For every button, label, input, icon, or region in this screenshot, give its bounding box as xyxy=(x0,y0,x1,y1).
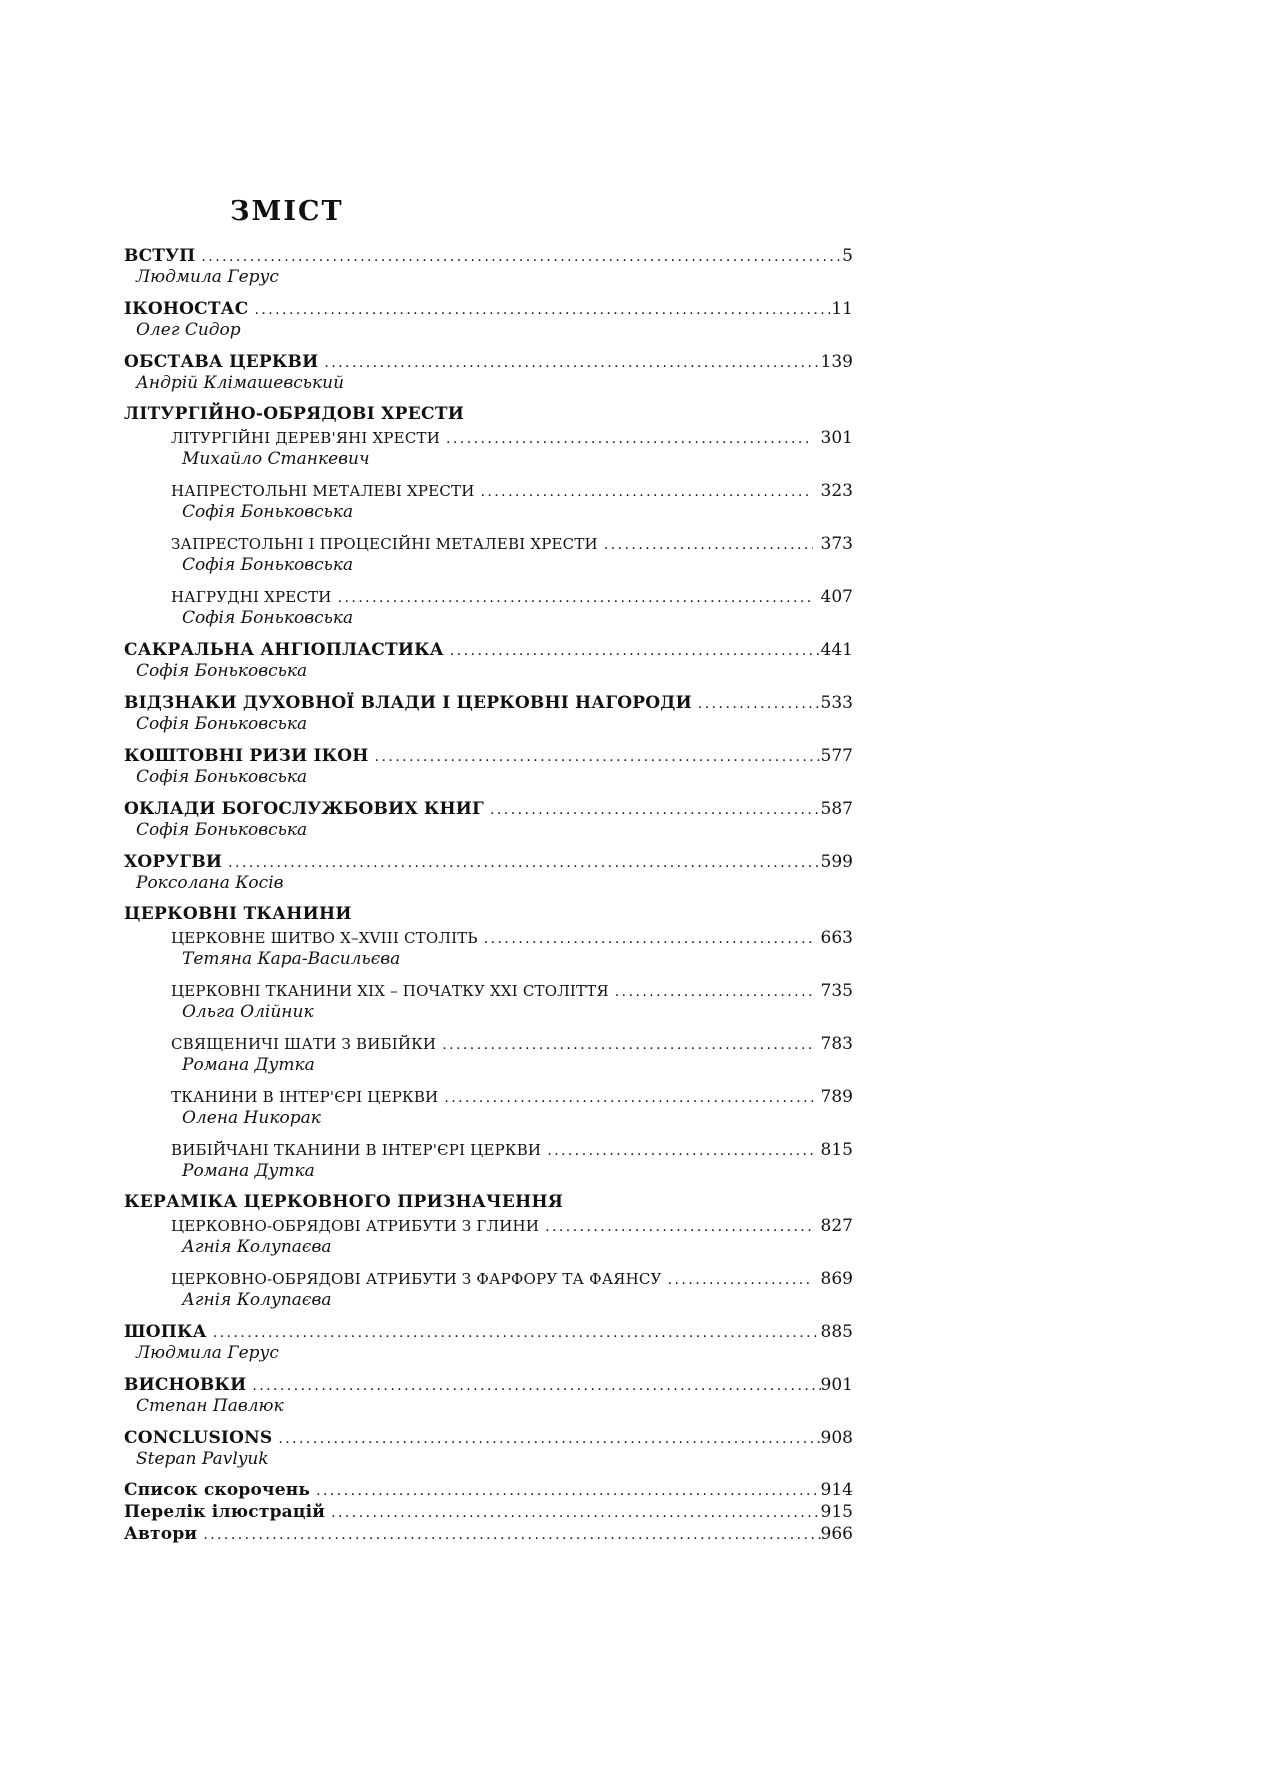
entry-title: НАПРЕСТОЛЬНІ МЕТАЛЕВІ ХРЕСТИ xyxy=(171,482,475,500)
toc-entry[interactable] xyxy=(124,479,853,502)
dot-leader xyxy=(692,691,821,716)
toc-entry[interactable] xyxy=(124,426,853,449)
spacer xyxy=(124,1078,853,1085)
page-number: 789 xyxy=(820,1087,853,1107)
dot-leader xyxy=(207,1320,821,1345)
entry-title: ВІДЗНАКИ ДУХОВНОЇ ВЛАДИ І ЦЕРКОВНІ НАГОРОДИ xyxy=(124,693,692,713)
entry-title: ЦЕРКОВНІ ТКАНИНИ XIX – ПОЧАТКУ XXI СТОЛІТТЯ xyxy=(171,982,609,1000)
page-number: 533 xyxy=(820,693,853,713)
entry-title: ТКАНИНИ В ІНТЕР'ЄРІ ЦЕРКВИ xyxy=(171,1088,439,1106)
spacer xyxy=(124,525,853,532)
spacer xyxy=(124,790,853,797)
entry-title: ЛІТУРГІЙНІ ДЕРЕВ'ЯНІ ХРЕСТИ xyxy=(171,429,440,447)
page-number: 139 xyxy=(820,352,853,372)
spacer xyxy=(124,843,853,850)
entry-author: Олена Никорак xyxy=(182,1108,321,1128)
entry-title: ЦЕРКОВНО-ОБРЯДОВІ АТРИБУТИ З ГЛИНИ xyxy=(171,1217,540,1235)
page-number: 11 xyxy=(831,299,853,319)
dot-leader xyxy=(484,797,821,822)
entry-title: СВЯЩЕНИЧІ ШАТИ З ВИБІЙКИ xyxy=(171,1035,437,1053)
dot-leader xyxy=(478,926,813,951)
spacer xyxy=(124,1419,853,1426)
page-number: 5 xyxy=(842,246,853,266)
entry-title: ОКЛАДИ БОГОСЛУЖБОВИХ КНИГ xyxy=(124,799,484,819)
page-number: 373 xyxy=(820,534,853,554)
spacer xyxy=(124,396,853,403)
page-number: 407 xyxy=(820,587,853,607)
page-number: 827 xyxy=(820,1216,853,1236)
toc-entry[interactable] xyxy=(124,1032,853,1055)
entry-title: ВИБІЙЧАНІ ТКАНИНИ В ІНТЕР'ЄРІ ЦЕРКВИ xyxy=(171,1141,542,1159)
entry-author: Романа Дутка xyxy=(182,1161,315,1181)
section-heading: ЛІТУРГІЙНО-ОБРЯДОВІ ХРЕСТИ xyxy=(124,404,465,424)
toc-entry[interactable] xyxy=(124,1267,853,1290)
entry-title: ХОРУГВИ xyxy=(124,852,223,872)
entry-title: ОБСТАВА ЦЕРКВИ xyxy=(124,352,319,372)
entry-title: Перелік ілюстрацій xyxy=(124,1502,326,1522)
dot-leader xyxy=(248,297,831,322)
toc-entry[interactable] xyxy=(124,638,853,661)
table-of-contents xyxy=(124,244,853,1545)
entry-title: Автори xyxy=(124,1524,198,1544)
spacer xyxy=(124,1260,853,1267)
toc-entry[interactable] xyxy=(124,1373,853,1396)
spacer xyxy=(124,1472,853,1479)
entry-title: ЦЕРКОВНЕ ШИТВО X–XVIII СТОЛІТЬ xyxy=(171,929,478,947)
entry-author: Софія Боньковська xyxy=(136,767,308,787)
section-heading: КЕРАМІКА ЦЕРКОВНОГО ПРИЗНАЧЕННЯ xyxy=(124,1192,564,1212)
toc-entry[interactable] xyxy=(124,1479,853,1501)
entry-author: Агнія Колупаєва xyxy=(182,1237,332,1257)
page-number: 663 xyxy=(820,928,853,948)
toc-entry[interactable] xyxy=(124,585,853,608)
entry-title: CONCLUSIONS xyxy=(124,1428,273,1448)
entry-author: Людмила Герус xyxy=(136,267,279,287)
page-number: 301 xyxy=(820,428,853,448)
dot-leader xyxy=(440,426,813,451)
dot-leader xyxy=(272,1426,820,1451)
toc-entry[interactable] xyxy=(124,350,853,373)
entry-author: Олег Сидор xyxy=(136,320,241,340)
dot-leader xyxy=(474,479,812,504)
entry-title: ЦЕРКОВНО-ОБРЯДОВІ АТРИБУТИ З ФАРФОРУ ТА ФАЯНСУ xyxy=(171,1270,662,1288)
page-title: ЗМІСТ xyxy=(230,196,344,227)
spacer xyxy=(124,1131,853,1138)
entry-title: ВИСНОВКИ xyxy=(124,1375,247,1395)
page-number: 735 xyxy=(820,981,853,1001)
toc-entry[interactable] xyxy=(124,297,853,320)
toc-entry[interactable] xyxy=(124,1214,853,1237)
toc-entry[interactable] xyxy=(124,979,853,1002)
dot-leader xyxy=(541,1138,812,1163)
spacer xyxy=(124,578,853,585)
spacer xyxy=(124,896,853,903)
dot-leader xyxy=(436,1032,812,1057)
dot-leader xyxy=(246,1373,820,1398)
dot-leader xyxy=(369,744,821,769)
dot-leader xyxy=(598,532,813,557)
toc-entry[interactable] xyxy=(124,691,853,714)
page-number: 869 xyxy=(820,1269,853,1289)
toc-entry[interactable] xyxy=(124,850,853,873)
entry-author: Софія Боньковська xyxy=(136,820,308,840)
dot-leader xyxy=(444,638,821,663)
page-number: 587 xyxy=(820,799,853,819)
dot-leader xyxy=(662,1267,813,1292)
toc-entry[interactable] xyxy=(124,744,853,767)
dot-leader xyxy=(318,350,820,375)
entry-author: Тетяна Кара-Васильєва xyxy=(182,949,401,969)
spacer xyxy=(124,1025,853,1032)
dot-leader xyxy=(438,1085,812,1110)
entry-title: НАГРУДНІ ХРЕСТИ xyxy=(171,588,332,606)
entry-title: ВСТУП xyxy=(124,246,196,266)
toc-entry[interactable] xyxy=(124,1085,853,1108)
toc-entry[interactable] xyxy=(124,797,853,820)
page-number: 908 xyxy=(820,1428,853,1448)
entry-author: Роксолана Косів xyxy=(136,873,284,893)
entry-title: КОШТОВНІ РИЗИ ІКОН xyxy=(124,746,369,766)
section-heading: ЦЕРКОВНІ ТКАНИНИ xyxy=(124,904,352,924)
page-number: 783 xyxy=(820,1034,853,1054)
toc-entry[interactable] xyxy=(124,1501,853,1523)
toc-entry[interactable] xyxy=(124,532,853,555)
entry-author: Андрій Клімашевський xyxy=(136,373,345,393)
entry-author: Софія Боньковська xyxy=(182,608,354,628)
back-matter-list xyxy=(124,1479,853,1545)
dot-leader xyxy=(332,585,813,610)
dot-leader xyxy=(197,1523,820,1546)
dot-leader xyxy=(195,244,842,269)
spacer xyxy=(124,972,853,979)
spacer xyxy=(124,343,853,350)
entry-author: Софія Боньковська xyxy=(182,502,354,522)
entry-author: Степан Павлюк xyxy=(136,1396,284,1416)
entry-title: ІКОНОСТАС xyxy=(124,299,249,319)
page-number: 966 xyxy=(820,1524,853,1544)
page-number: 915 xyxy=(820,1502,853,1522)
page-number: 914 xyxy=(820,1480,853,1500)
entry-author: Софія Боньковська xyxy=(182,555,354,575)
toc-entry[interactable] xyxy=(124,926,853,949)
page-number: 577 xyxy=(820,746,853,766)
dot-leader xyxy=(539,1214,812,1239)
page-number: 885 xyxy=(820,1322,853,1342)
entry-title: ЗАПРЕСТОЛЬНІ І ПРОЦЕСІЙНІ МЕТАЛЕВІ ХРЕСТИ xyxy=(171,535,598,553)
spacer xyxy=(124,472,853,479)
entry-author: Романа Дутка xyxy=(182,1055,315,1075)
entry-title: Список скорочень xyxy=(124,1480,311,1500)
toc-entry[interactable] xyxy=(124,1426,853,1449)
page-number: 441 xyxy=(820,640,853,660)
entry-author: Stepan Pavlyuk xyxy=(136,1449,269,1469)
toc-entry[interactable] xyxy=(124,1138,853,1161)
page-number: 599 xyxy=(820,852,853,872)
dot-leader xyxy=(325,1501,820,1524)
toc-entry[interactable] xyxy=(124,1523,853,1545)
spacer xyxy=(124,290,853,297)
toc-entry[interactable] xyxy=(124,244,853,267)
entry-author: Софія Боньковська xyxy=(136,714,308,734)
dot-leader xyxy=(609,979,813,1004)
spacer xyxy=(124,1184,853,1191)
entry-author: Людмила Герус xyxy=(136,1343,279,1363)
spacer xyxy=(124,684,853,691)
spacer xyxy=(124,631,853,638)
page-number: 815 xyxy=(820,1140,853,1160)
entry-author: Ольга Олійник xyxy=(182,1002,314,1022)
entry-author: Агнія Колупаєва xyxy=(182,1290,332,1310)
spacer xyxy=(124,1366,853,1373)
entry-title: ШОПКА xyxy=(124,1322,207,1342)
spacer xyxy=(124,1313,853,1320)
entry-author: Михайло Станкевич xyxy=(182,449,370,469)
spacer xyxy=(124,737,853,744)
entry-author: Софія Боньковська xyxy=(136,661,308,681)
page-number: 901 xyxy=(820,1375,853,1395)
entry-title: САКРАЛЬНА АНГІОПЛАСТИКА xyxy=(124,640,444,660)
toc-entry[interactable] xyxy=(124,1320,853,1343)
dot-leader xyxy=(222,850,820,875)
page-number: 323 xyxy=(820,481,853,501)
dot-leader xyxy=(310,1479,820,1502)
